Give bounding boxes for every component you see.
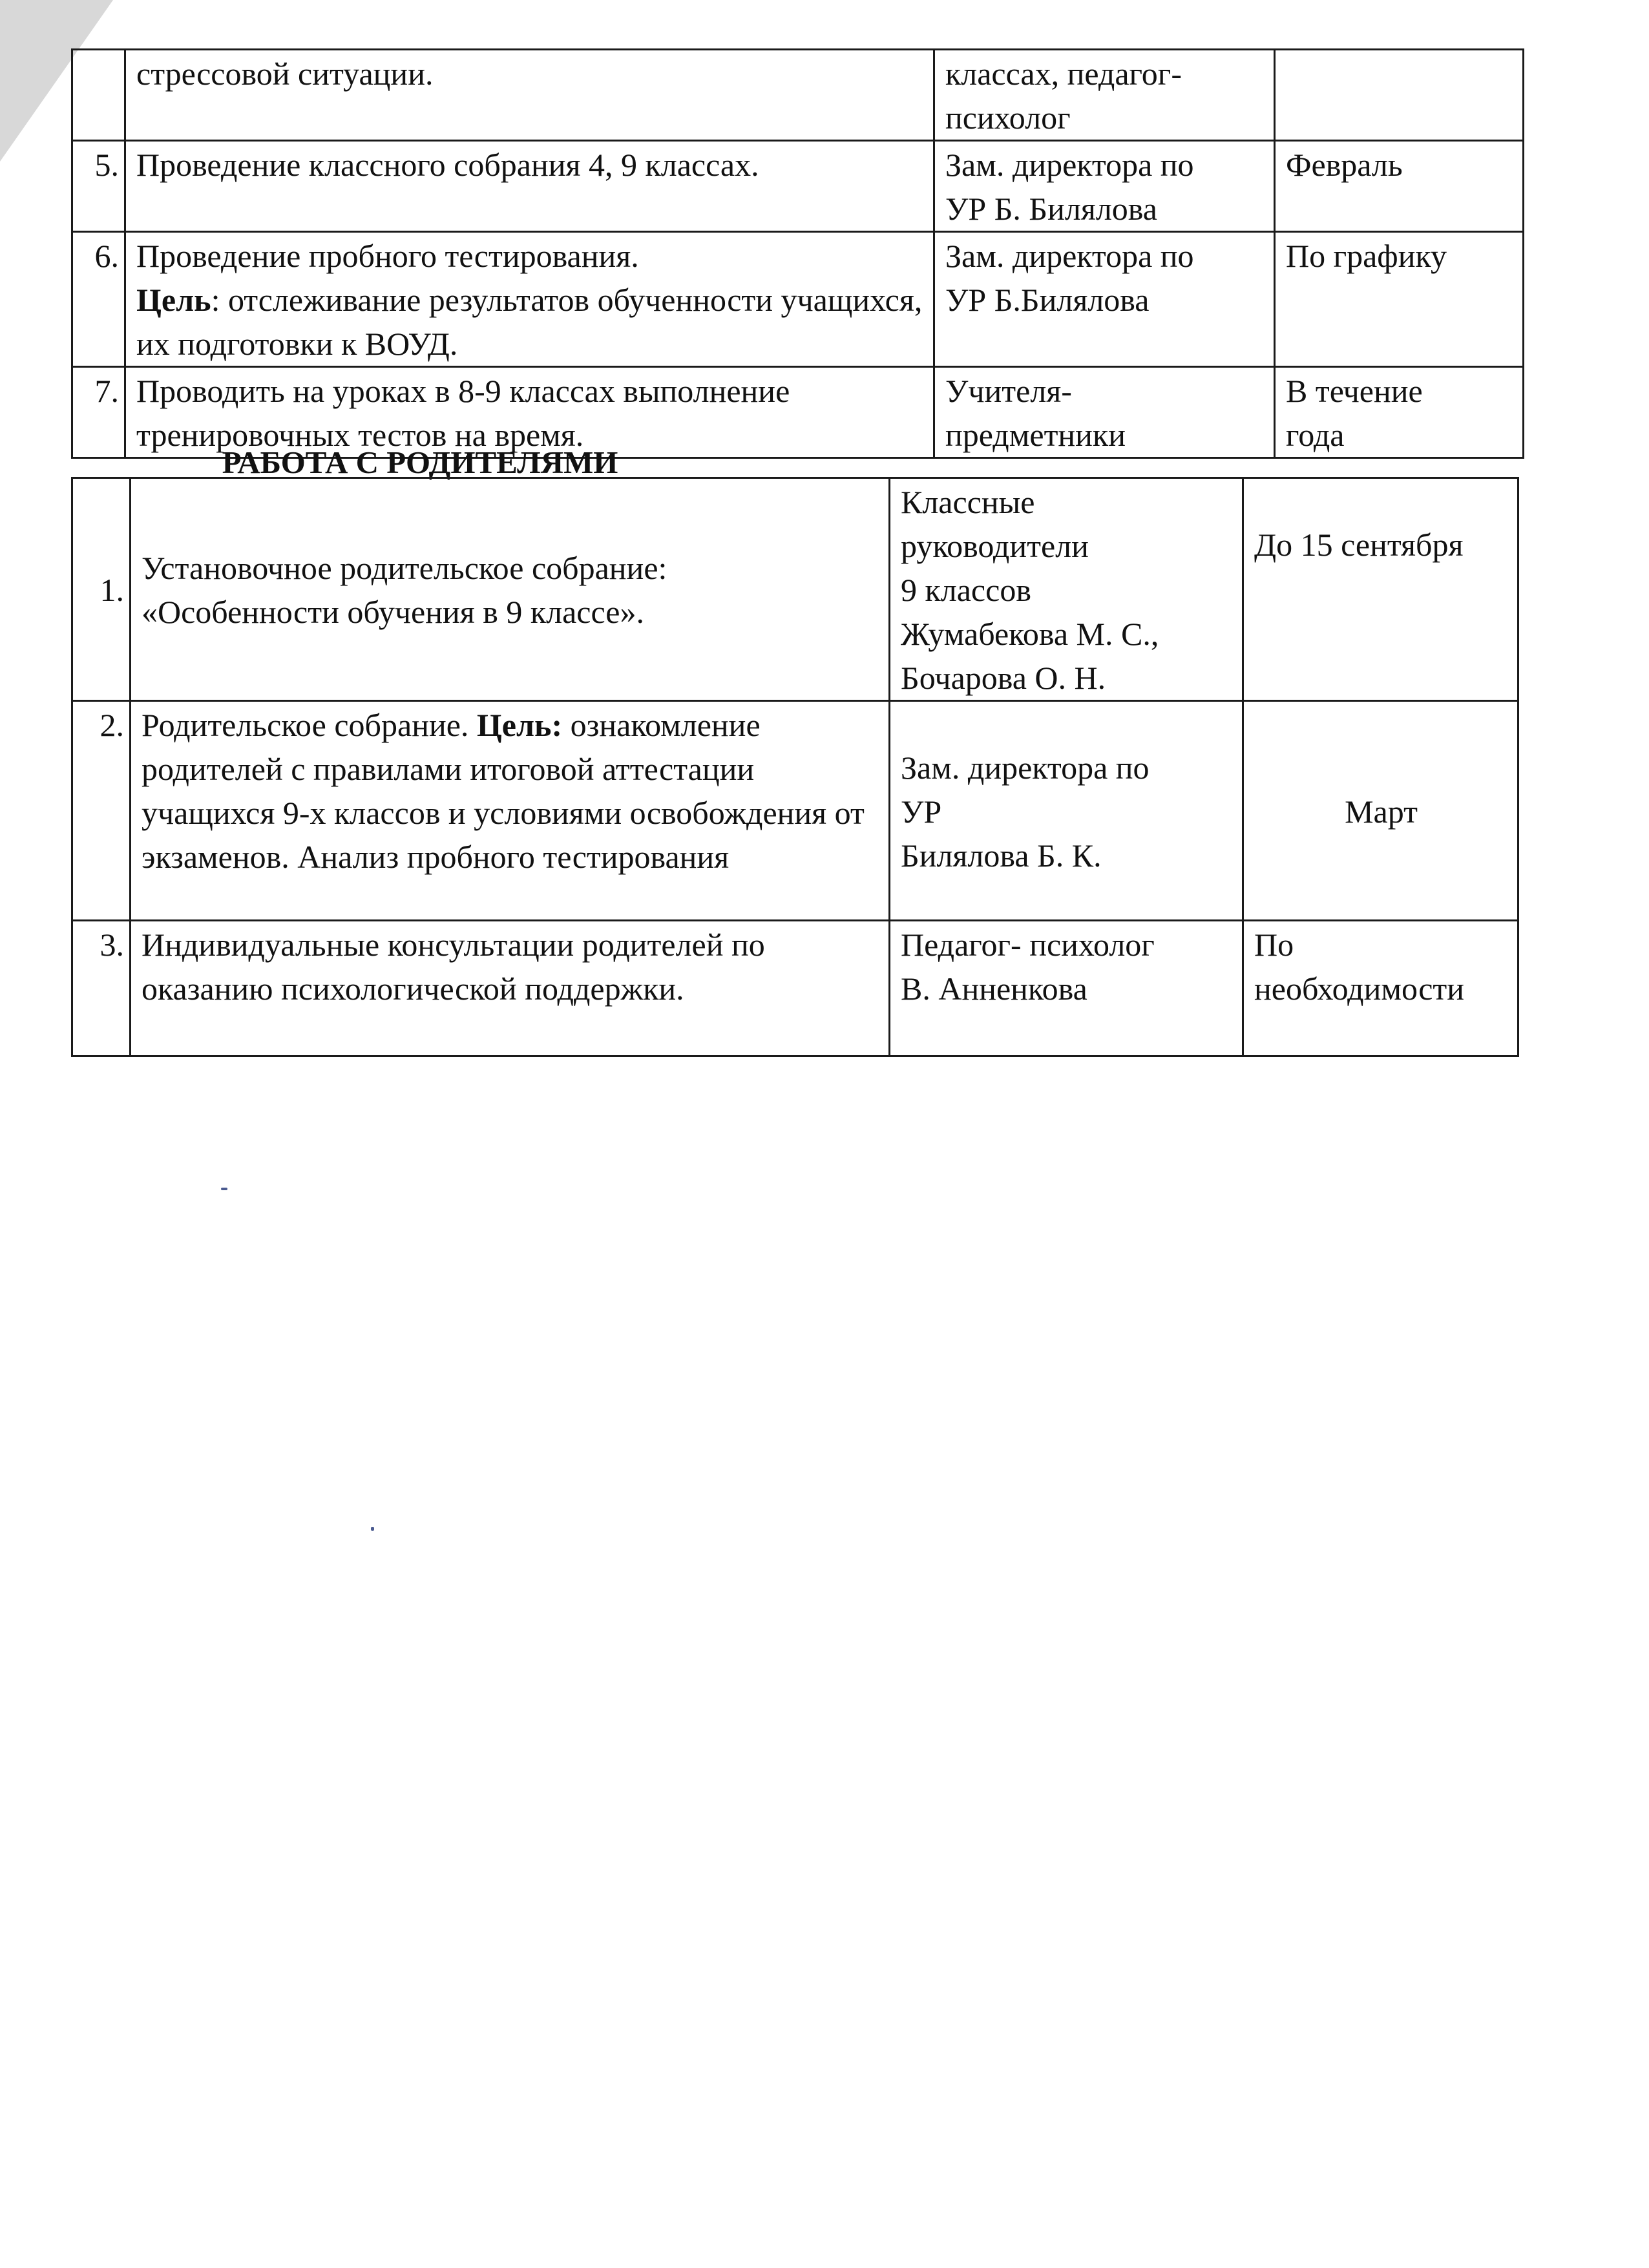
responsible-cell: Зам. директора по УР Билялова Б. К. [890, 701, 1243, 921]
goal-label: Цель: [476, 707, 563, 743]
table-row [72, 921, 1518, 1056]
task-cell: Индивидуальные консультации родителей по оказанию психологической поддержки. [131, 921, 890, 1056]
date-cell [1275, 50, 1524, 141]
task-cell: Проведение классного собрания 4, 9 классах. [125, 141, 934, 232]
responsible-cell: Зам. директора по УР Б. Билялова [934, 141, 1275, 232]
row-number: 1. [72, 478, 131, 701]
task-cell: Проводить на уроках в 8-9 классах выполнение тренировочных тестов на время. [125, 367, 934, 458]
date-cell: До 15 сентября [1243, 478, 1518, 701]
responsible-cell: классах, педагог- психолог [934, 50, 1275, 141]
table-row [72, 478, 1518, 701]
table-row [72, 701, 1518, 921]
row-number: 3. [72, 921, 131, 1056]
section-title: РАБОТА С РОДИТЕЛЯМИ [222, 445, 618, 480]
table-row [72, 232, 1524, 367]
responsible-cell: Учителя- предметники [934, 367, 1275, 458]
date-cell: По необходимости [1243, 921, 1518, 1056]
responsible-cell: Классные руководители 9 классов Жумабекова М. С., Бочарова О. Н. [890, 478, 1243, 701]
parents-work-table [71, 477, 1519, 1057]
row-number [72, 50, 125, 141]
scan-speck [221, 1188, 227, 1190]
responsible-cell: Зам. директора по УР Б.Билялова [934, 232, 1275, 367]
task-cell: Проведение пробного тестирования. Цель: отслеживание результатов обученности учащихся, их подготовки к ВОУД. [125, 232, 934, 367]
row-number: 7. [72, 367, 125, 458]
date-cell: Февраль [1275, 141, 1524, 232]
goal-text: ознакомление родителей с правилами итоговой аттестации учащихся 9-х классов и условиями освобождения от экзаменов. Анализ пробного тестирования [142, 707, 865, 875]
date-cell: По графику [1275, 232, 1524, 367]
row-number: 6. [72, 232, 125, 367]
scan-speck [371, 1527, 374, 1531]
responsible-cell: Педагог- психолог В. Анненкова [890, 921, 1243, 1056]
date-cell: Март [1243, 701, 1518, 921]
table-row [72, 141, 1524, 232]
row-number: 2. [72, 701, 131, 921]
task-cell: Установочное родительское собрание: «Особенности обучения в 9 классе». [131, 478, 890, 701]
task-cell: Родительское собрание. Цель: ознакомление родителей с правилами итоговой аттестации учащихся 9-х классов и условиями освобождения от экзаменов. Анализ пробного тестирования [131, 701, 890, 921]
table-row [72, 50, 1524, 141]
plan-table-continued [71, 48, 1524, 459]
date-cell: В течение года [1275, 367, 1524, 458]
goal-text: : отслеживание результатов обученности учащихся, их подготовки к ВОУД. [136, 282, 923, 362]
task-cell: стрессовой ситуации. [125, 50, 934, 141]
row-number: 5. [72, 141, 125, 232]
goal-label: Цель [136, 282, 211, 318]
